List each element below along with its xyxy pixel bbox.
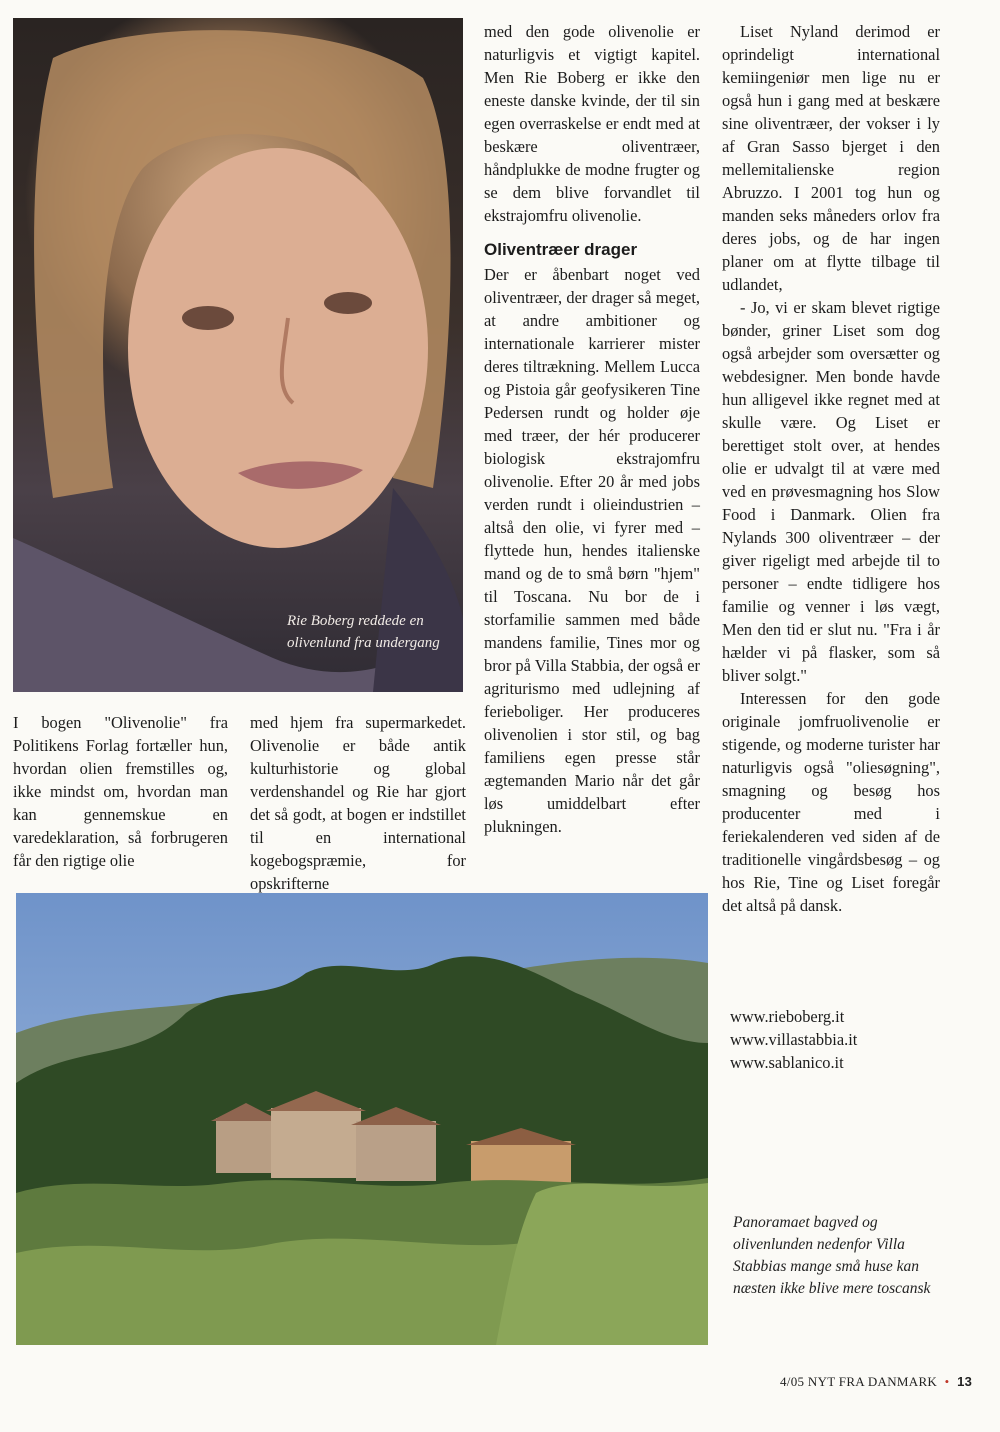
portrait-photo (13, 18, 463, 692)
landscape-illustration (16, 893, 708, 1345)
column-4-text (722, 20, 940, 917)
column-3-text (484, 20, 700, 838)
paragraph: - Jo, vi er skam blevet rigtige bønder, griner Liset som dog også arbejder som oversætter og webdesigner. Men bonde havde hun alligevel ikke regnet med at skulle være. Og Liset er berettiget stolt over, at hendes olie er udvalgt til at være med ved en prøvesmagning hos Slow Food i Danmark. Olien fra Nylands 300 oliventræer – der giver rigeligt med arbejde til to personer – endte tidligere hos familie og venner i løs vægt, Men den tid er slut nu. "Fra i år hælder vi på flasker, som så bliver solgt." (722, 298, 940, 685)
issue-number: 4/05 (780, 1374, 805, 1389)
paragraph: med den gode olivenolie er naturligvis et vigtigt kapitel. Men Rie Boberg er ikke den eneste danske kvinde, der til sin egen overraskelse er endt med at beskære oliventræer, håndplukke de modne frugter og se dem blive forvandlet til ekstrajomfru olivenolie. (484, 22, 700, 225)
bullet: • (944, 1374, 950, 1389)
paragraph: Interessen for den gode originale jomfruolivenolie er stigende, og moderne turister har naturligvis også "oliesøgning", smagning og besøg hos producenter med i feriekalenderen ved siden af de traditionelle vingårdsbesøg – og hos Rie, Tine og Liset foregår det altså på dansk. (722, 689, 940, 915)
link[interactable]: www.sablanico.it (730, 1053, 844, 1072)
link[interactable]: www.villastabbia.it (730, 1030, 858, 1049)
column-2-text (250, 711, 466, 895)
paragraph: med hjem fra supermarkedet. Olivenolie er både antik kulturhistorie og global verdenshandel og Rie har gjort det så godt, at bogen er indstillet til en international kogebogspræmie, for opskrifterne (250, 713, 466, 893)
portrait-caption: Rie Boberg reddede en olivenlund fra undergang (287, 613, 440, 651)
link[interactable]: www.rieboberg.it (730, 1007, 845, 1026)
section-heading: Oliventræer drager (484, 240, 638, 259)
page-number: 13 (957, 1374, 973, 1389)
portrait-illustration (13, 18, 463, 692)
paragraph: Der er åbenbart noget ved oliventræer, der drager så meget, at andre ambitioner og internationale karrierer mister deres tiltrækning. Mellem Lucca og Pistoia går geofysikeren Tine Pedersen rundt og holder øje med træer, der hér producerer biologisk ekstrajomfru olivenolie. Efter 20 år med jobs verden rundt i olieindustrien – altså den olie, vi fyrer med – flyttede hun, hendes italienske mand og de to små børn "hjem" til Toscana. Nu bor de i storfamilie sammen med både mandens familie, Tines mor og bror på Villa Stabbia, der også er agriturismo med udlejning af ferieboliger. Her produceres olivenolien i stor stil, og bag familiens egen presse står ægtemanden Mario når det går løs umiddelbart efter plukningen. (484, 265, 700, 836)
landscape-photo (16, 893, 708, 1345)
landscape-caption: Panoramaet bagved og olivenlunden nedenfor Villa Stabbias mange små huse kan næsten ikke blive mere toscansk (733, 1214, 931, 1297)
column-1-text (13, 711, 228, 872)
website-links (730, 1005, 960, 1074)
magazine-name: NYT FRA DANMARK (807, 1374, 938, 1389)
paragraph: I bogen "Olivenolie" fra Politikens Forlag fortæller hun, hvordan olien fremstilles og, ikke mindst om, hvordan man kan gennemskue en varedeklaration, så forbrugeren får den rigtige olie (13, 713, 228, 870)
page-footer (780, 1374, 972, 1390)
paragraph: Liset Nyland derimod er oprindeligt international kemiingeniør men lige nu er også hun i gang med at beskære sine oliventræer, der vokser i ly af Gran Sasso bjerget i den mellemitalienske region Abruzzo. I 2001 tog hun og manden seks måneders orlov fra deres jobs, og de har ingen planer om at flytte tilbage til udlandet, (722, 22, 940, 294)
